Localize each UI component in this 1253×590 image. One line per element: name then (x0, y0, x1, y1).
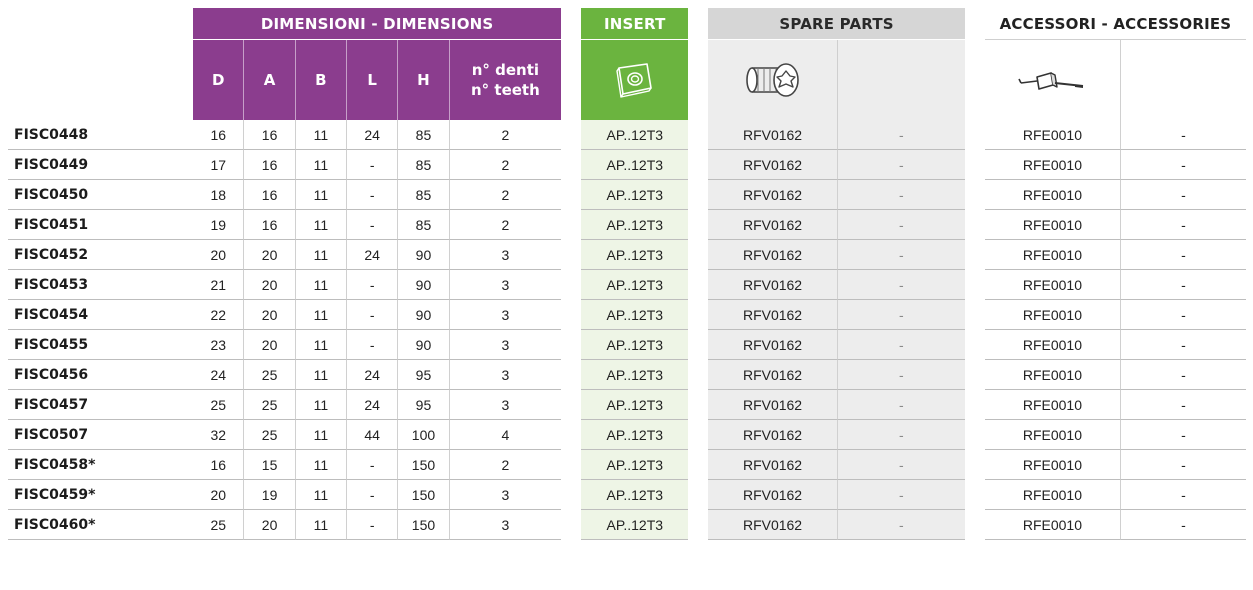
insert-code: AP..12T3 (581, 240, 688, 270)
column-gap (561, 150, 581, 180)
table-row (8, 390, 1246, 420)
spare-part-secondary: - (838, 450, 965, 480)
teeth-count: 2 (450, 120, 562, 150)
column-gap (965, 180, 985, 210)
dimension-a: 20 (244, 300, 295, 330)
table-row (8, 420, 1246, 450)
insert-code: AP..12T3 (581, 270, 688, 300)
dimension-l: - (347, 330, 398, 360)
dimension-l: 24 (347, 120, 398, 150)
spare-part-secondary: - (838, 510, 965, 540)
dimension-b: 11 (296, 510, 347, 540)
dimension-a: 16 (244, 180, 295, 210)
dimension-d: 20 (193, 240, 244, 270)
dimension-l: - (347, 480, 398, 510)
dimension-h: 85 (398, 120, 449, 150)
column-header-row (8, 40, 1246, 120)
column-gap (561, 390, 581, 420)
product-code: FISC0453 (8, 270, 193, 300)
product-code: FISC0450 (8, 180, 193, 210)
dimension-l: - (347, 180, 398, 210)
teeth-count: 3 (450, 270, 562, 300)
accessory-code: RFE0010 (985, 450, 1121, 480)
table-row (8, 240, 1246, 270)
product-table (8, 8, 1246, 540)
table-row (8, 480, 1246, 510)
accessory-secondary: - (1121, 240, 1246, 270)
dimension-d: 25 (193, 510, 244, 540)
dimension-d: 21 (193, 270, 244, 300)
dimension-a: 16 (244, 150, 295, 180)
column-gap (965, 300, 985, 330)
dimension-d: 19 (193, 210, 244, 240)
spare-part-secondary: - (838, 270, 965, 300)
insert-code: AP..12T3 (581, 300, 688, 330)
teeth-count: 3 (450, 390, 562, 420)
accessory-secondary: - (1121, 360, 1246, 390)
insert-code: AP..12T3 (581, 480, 688, 510)
table-row (8, 270, 1246, 300)
col-header-h: H (398, 40, 449, 120)
teeth-count: 2 (450, 150, 562, 180)
spare-part-secondary: - (838, 420, 965, 450)
dimension-h: 95 (398, 360, 449, 390)
product-code: FISC0457 (8, 390, 193, 420)
dimension-b: 11 (296, 420, 347, 450)
product-code: FISC0451 (8, 210, 193, 240)
accessory-code: RFE0010 (985, 240, 1121, 270)
col-header-teeth (450, 40, 562, 120)
accessory-code: RFE0010 (985, 180, 1121, 210)
product-code: FISC0458* (8, 450, 193, 480)
accessory-code: RFE0010 (985, 390, 1121, 420)
column-gap (561, 510, 581, 540)
table-row (8, 360, 1246, 390)
dimension-b: 11 (296, 210, 347, 240)
table-row (8, 150, 1246, 180)
column-gap (965, 390, 985, 420)
dimension-l: - (347, 510, 398, 540)
teeth-count: 3 (450, 480, 562, 510)
dimension-l: - (347, 210, 398, 240)
column-gap (688, 330, 708, 360)
column-gap (688, 40, 708, 120)
product-code: FISC0448 (8, 120, 193, 150)
accessory-secondary: - (1121, 150, 1246, 180)
product-code: FISC0459* (8, 480, 193, 510)
spare-part-secondary: - (838, 390, 965, 420)
insert-code: AP..12T3 (581, 330, 688, 360)
table-row (8, 210, 1246, 240)
col-header-l: L (347, 40, 398, 120)
insert-group-header: INSERT (581, 8, 688, 40)
accessory-code: RFE0010 (985, 270, 1121, 300)
dimension-b: 11 (296, 180, 347, 210)
column-gap (688, 120, 708, 150)
dimension-d: 17 (193, 150, 244, 180)
accessory-secondary: - (1121, 300, 1246, 330)
column-gap (561, 8, 581, 40)
spare-part-secondary: - (838, 240, 965, 270)
spare-part-code: RFV0162 (708, 360, 837, 390)
spare-part-code: RFV0162 (708, 510, 837, 540)
dimension-h: 150 (398, 450, 449, 480)
dimension-b: 11 (296, 240, 347, 270)
column-gap (561, 480, 581, 510)
group-header-row (8, 8, 1246, 40)
dimension-a: 25 (244, 390, 295, 420)
dimension-h: 150 (398, 480, 449, 510)
spare-part-secondary: - (838, 300, 965, 330)
col-header-d: D (193, 40, 244, 120)
dimension-h: 85 (398, 210, 449, 240)
table-row (8, 330, 1246, 360)
spare-part-code: RFV0162 (708, 150, 837, 180)
insert-code: AP..12T3 (581, 120, 688, 150)
accessory-secondary: - (1121, 450, 1246, 480)
teeth-label-en: n° teeth (471, 81, 540, 99)
spare-part-secondary: - (838, 330, 965, 360)
column-gap (561, 270, 581, 300)
column-gap (965, 8, 985, 40)
accessory-secondary: - (1121, 210, 1246, 240)
column-gap (688, 210, 708, 240)
screw-icon (738, 60, 808, 100)
dimension-l: - (347, 270, 398, 300)
teeth-count: 3 (450, 300, 562, 330)
dimension-l: 44 (347, 420, 398, 450)
dimension-h: 90 (398, 330, 449, 360)
column-gap (688, 240, 708, 270)
dimension-h: 150 (398, 510, 449, 540)
column-gap (688, 300, 708, 330)
spare-part-secondary: - (838, 360, 965, 390)
table-row (8, 450, 1246, 480)
dimension-a: 20 (244, 270, 295, 300)
teeth-count: 2 (450, 180, 562, 210)
teeth-count: 3 (450, 240, 562, 270)
column-gap (688, 480, 708, 510)
dimension-a: 19 (244, 480, 295, 510)
dimension-l: 24 (347, 240, 398, 270)
dimension-a: 25 (244, 360, 295, 390)
spare-icon-cell (708, 40, 837, 120)
accessory-secondary: - (1121, 510, 1246, 540)
accessory-code: RFE0010 (985, 420, 1121, 450)
column-gap (965, 450, 985, 480)
product-code: FISC0455 (8, 330, 193, 360)
spare-part-secondary: - (838, 120, 965, 150)
column-gap (965, 420, 985, 450)
dimension-b: 11 (296, 120, 347, 150)
dimension-b: 11 (296, 270, 347, 300)
spare-part-secondary: - (838, 180, 965, 210)
accessory-code: RFE0010 (985, 300, 1121, 330)
column-gap (561, 420, 581, 450)
accessories-group-header: ACCESSORI - ACCESSORIES (985, 8, 1246, 40)
spare-part-secondary: - (838, 150, 965, 180)
column-gap (561, 330, 581, 360)
column-gap (561, 360, 581, 390)
dimension-d: 20 (193, 480, 244, 510)
dimension-a: 16 (244, 210, 295, 240)
teeth-count: 3 (450, 330, 562, 360)
insert-code: AP..12T3 (581, 150, 688, 180)
dimension-a: 20 (244, 240, 295, 270)
product-code: FISC0454 (8, 300, 193, 330)
column-gap (561, 180, 581, 210)
column-gap (561, 300, 581, 330)
dimension-d: 16 (193, 120, 244, 150)
insert-code: AP..12T3 (581, 390, 688, 420)
col-header-a: A (244, 40, 295, 120)
column-gap (688, 510, 708, 540)
dimension-h: 95 (398, 390, 449, 420)
column-gap (965, 270, 985, 300)
dimensions-group-header: DIMENSIONI - DIMENSIONS (193, 8, 561, 40)
column-gap (965, 210, 985, 240)
column-gap (965, 360, 985, 390)
table-row (8, 180, 1246, 210)
spare-part-secondary: - (838, 480, 965, 510)
spare-part-code: RFV0162 (708, 450, 837, 480)
spare-parts-group-header: SPARE PARTS (708, 8, 965, 40)
column-gap (561, 210, 581, 240)
column-gap (688, 180, 708, 210)
spare-part-code: RFV0162 (708, 390, 837, 420)
product-code: FISC0460* (8, 510, 193, 540)
dimension-l: - (347, 300, 398, 330)
dimension-b: 11 (296, 330, 347, 360)
insert-code: AP..12T3 (581, 210, 688, 240)
column-gap (688, 270, 708, 300)
dimension-a: 15 (244, 450, 295, 480)
column-gap (965, 330, 985, 360)
column-gap (688, 360, 708, 390)
dimension-a: 20 (244, 330, 295, 360)
column-gap (688, 150, 708, 180)
teeth-count: 3 (450, 360, 562, 390)
insert-icon-cell (581, 40, 688, 120)
accessory-code: RFE0010 (985, 210, 1121, 240)
column-gap (965, 150, 985, 180)
table-body (8, 120, 1246, 540)
dimension-l: - (347, 150, 398, 180)
dimension-h: 90 (398, 270, 449, 300)
spare-part-code: RFV0162 (708, 480, 837, 510)
dimension-b: 11 (296, 390, 347, 420)
dimension-h: 100 (398, 420, 449, 450)
insert-code: AP..12T3 (581, 510, 688, 540)
column-gap (965, 240, 985, 270)
spare-part-code: RFV0162 (708, 330, 837, 360)
dimension-b: 11 (296, 150, 347, 180)
dimension-h: 85 (398, 150, 449, 180)
insert-code: AP..12T3 (581, 420, 688, 450)
spare-part-secondary: - (838, 210, 965, 240)
accessory-secondary: - (1121, 270, 1246, 300)
product-code: FISC0456 (8, 360, 193, 390)
dimension-d: 16 (193, 450, 244, 480)
column-gap (688, 390, 708, 420)
dimension-d: 23 (193, 330, 244, 360)
dimension-h: 90 (398, 240, 449, 270)
accessory-icon-cell-empty (1121, 40, 1246, 120)
accessory-code: RFE0010 (985, 150, 1121, 180)
column-gap (561, 240, 581, 270)
accessory-secondary: - (1121, 330, 1246, 360)
insert-plate-icon (613, 60, 657, 100)
code-header-blank (8, 40, 193, 120)
column-gap (688, 450, 708, 480)
accessory-code: RFE0010 (985, 120, 1121, 150)
teeth-count: 3 (450, 510, 562, 540)
accessory-secondary: - (1121, 480, 1246, 510)
dimension-d: 24 (193, 360, 244, 390)
spare-part-code: RFV0162 (708, 420, 837, 450)
column-gap (965, 510, 985, 540)
dimension-d: 18 (193, 180, 244, 210)
table-row (8, 510, 1246, 540)
spare-part-code: RFV0162 (708, 240, 837, 270)
teeth-label-it: n° denti (471, 61, 540, 79)
dimension-a: 20 (244, 510, 295, 540)
product-code: FISC0507 (8, 420, 193, 450)
dimension-h: 90 (398, 300, 449, 330)
accessory-code: RFE0010 (985, 360, 1121, 390)
dimension-b: 11 (296, 300, 347, 330)
key-wrench-icon (1017, 65, 1087, 95)
spare-part-code: RFV0162 (708, 210, 837, 240)
col-header-b: B (296, 40, 347, 120)
column-gap (561, 450, 581, 480)
product-code: FISC0452 (8, 240, 193, 270)
dimension-b: 11 (296, 480, 347, 510)
table-row (8, 120, 1246, 150)
column-gap (965, 40, 985, 120)
spare-part-code: RFV0162 (708, 120, 837, 150)
teeth-count: 4 (450, 420, 562, 450)
dimension-a: 16 (244, 120, 295, 150)
teeth-count: 2 (450, 450, 562, 480)
column-gap (965, 480, 985, 510)
dimension-l: 24 (347, 390, 398, 420)
dimension-l: - (347, 450, 398, 480)
dimension-a: 25 (244, 420, 295, 450)
dimension-h: 85 (398, 180, 449, 210)
table-row (8, 300, 1246, 330)
spare-part-code: RFV0162 (708, 300, 837, 330)
column-gap (561, 40, 581, 120)
dimension-d: 25 (193, 390, 244, 420)
accessory-code: RFE0010 (985, 480, 1121, 510)
dimension-b: 11 (296, 450, 347, 480)
dimension-d: 32 (193, 420, 244, 450)
column-gap (688, 8, 708, 40)
spare-part-code: RFV0162 (708, 270, 837, 300)
accessory-secondary: - (1121, 120, 1246, 150)
accessory-code: RFE0010 (985, 510, 1121, 540)
column-gap (688, 420, 708, 450)
accessory-icon-cell (985, 40, 1121, 120)
dimension-d: 22 (193, 300, 244, 330)
accessory-secondary: - (1121, 180, 1246, 210)
accessory-secondary: - (1121, 390, 1246, 420)
teeth-count: 2 (450, 210, 562, 240)
code-header-blank (8, 8, 193, 40)
dimension-b: 11 (296, 360, 347, 390)
accessory-secondary: - (1121, 420, 1246, 450)
insert-code: AP..12T3 (581, 180, 688, 210)
dimension-l: 24 (347, 360, 398, 390)
accessory-code: RFE0010 (985, 330, 1121, 360)
spare-icon-cell-empty (838, 40, 965, 120)
insert-code: AP..12T3 (581, 360, 688, 390)
insert-code: AP..12T3 (581, 450, 688, 480)
column-gap (965, 120, 985, 150)
spare-part-code: RFV0162 (708, 180, 837, 210)
column-gap (561, 120, 581, 150)
product-code: FISC0449 (8, 150, 193, 180)
